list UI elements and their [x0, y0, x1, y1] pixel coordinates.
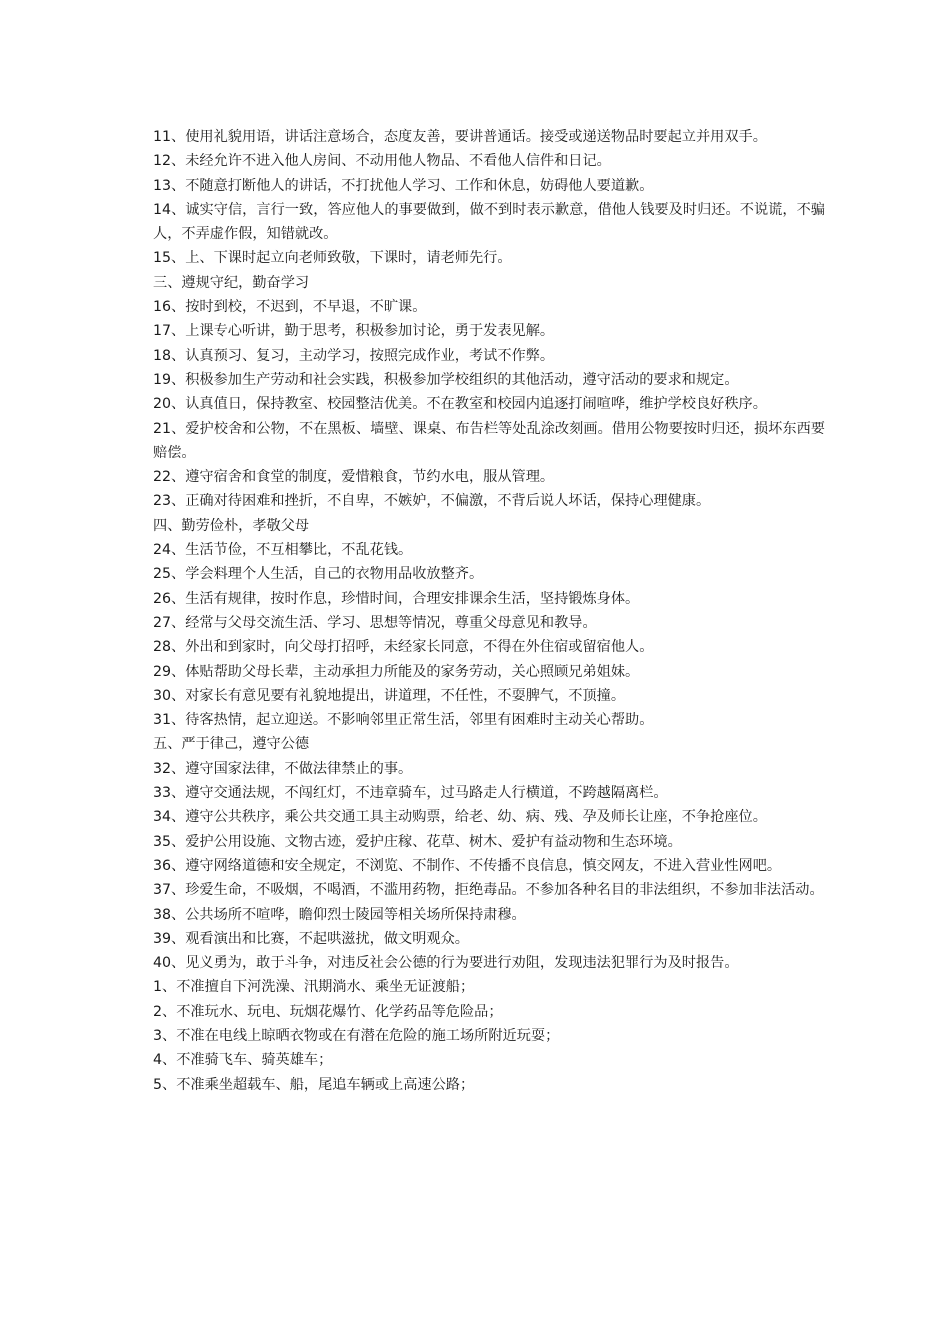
paragraph-line: 25、学会料理个人生活，自己的衣物用品收放整齐。 [153, 566, 484, 583]
paragraph-line: 20、认真值日，保持教室、校园整洁优美。不在教室和校园内追逐打闹喧哗，维护学校良好秩序。 [153, 396, 767, 413]
paragraph-line: 23、正确对待困难和挫折，不自卑，不嫉妒，不偏激，不背后说人坏话，保持心理健康。 [153, 493, 711, 510]
paragraph-line: 2、不准玩水、玩电、玩烟花爆竹、化学药品等危险品； [153, 1003, 503, 1020]
paragraph-line: 33、遵守交通法规，不闯红灯，不违章骑车，过马路走人行横道，不跨越隔离栏。 [153, 785, 668, 802]
paragraph-line: 35、爱护公用设施、文物古迹，爱护庄稼、花草、树木、爱护有益动物和生态环境。 [153, 833, 682, 850]
paragraph-line: 27、经常与父母交流生活、学习、思想等情况，尊重父母意见和教导。 [153, 614, 597, 631]
paragraph-line: 22、遵守宿舍和食堂的制度，爱惜粮食，节约水电，服从管理。 [153, 469, 555, 486]
paragraph-line: 21、爱护校舍和公物，不在黑板、墙壁、课桌、布告栏等处乱涂改刻画。借用公物要按时归还，损坏东西要赔偿。 [153, 420, 825, 461]
paragraph-line: 26、生活有规律，按时作息，珍惜时间，合理安排课余生活，坚持锻炼身体。 [153, 590, 640, 607]
paragraph-line: 28、外出和到家时，向父母打招呼，未经家长同意，不得在外住宿或留宿他人。 [153, 639, 654, 656]
paragraph-line: 38、公共场所不喧哗，瞻仰烈士陵园等相关场所保持肃穆。 [153, 906, 526, 923]
paragraph-line: 14、诚实守信，言行一致，答应他人的事要做到，做不到时表示歉意，借他人钱要及时归还。不说谎，不骗人，不弄虚作假，知错就改。 [153, 201, 825, 243]
paragraph-line: 四、勤劳俭朴，孝敬父母 [153, 517, 310, 534]
paragraph-line: 32、遵守国家法律，不做法律禁止的事。 [153, 760, 413, 777]
paragraph-line: 30、对家长有意见要有礼貌地提出，讲道理，不任性，不耍脾气，不顶撞。 [153, 687, 626, 704]
paragraph-line: 1、不准擅自下河洗澡、汛期淌水、乘坐无证渡船； [153, 979, 475, 996]
paragraph-line: 12、未经允许不进入他人房间、不动用他人物品、不看他人信件和日记。 [153, 153, 611, 170]
paragraph-line: 4、不准骑飞车、骑英雄车； [153, 1052, 333, 1069]
paragraph-line: 29、体贴帮助父母长辈，主动承担力所能及的家务劳动，关心照顾兄弟姐妹。 [153, 663, 640, 680]
paragraph-line: 16、按时到校，不迟到，不早退，不旷课。 [153, 299, 427, 316]
document-body [145, 125, 825, 1097]
paragraph-line: 31、待客热情，起立迎送。不影响邻里正常生活，邻里有困难时主动关心帮助。 [153, 712, 654, 729]
paragraph-line: 36、遵守网络道德和安全规定，不浏览、不制作、不传播不良信息，慎交网友，不进入营业性网吧。 [153, 857, 782, 874]
paragraph-line: 19、积极参加生产劳动和社会实践，积极参加学校组织的其他活动，遵守活动的要求和规定。 [153, 371, 739, 388]
paragraph-line: 24、生活节俭，不互相攀比，不乱花钱。 [153, 542, 413, 559]
paragraph-line: 五、严于律己，遵守公德 [153, 736, 310, 753]
paragraph-line: 39、观看演出和比赛，不起哄滋扰，做文明观众。 [153, 930, 469, 947]
paragraph-line: 13、不随意打断他人的讲话，不打扰他人学习、工作和休息，妨碍他人要道歉。 [153, 177, 654, 194]
paragraph-line: 11、使用礼貌用语，讲话注意场合，态度友善，要讲普通话。接受或递送物品时要起立并用双手。 [153, 129, 767, 145]
paragraph-line: 15、上、下课时起立向老师致敬，下课时，请老师先行。 [153, 250, 512, 267]
paragraph-line: 3、不准在电线上晾晒衣物或在有潜在危险的施工场所附近玩耍； [153, 1027, 560, 1044]
paragraph-line: 5、不准乘坐超载车、船，尾追车辆或上高速公路； [153, 1076, 475, 1093]
paragraph-line: 17、上课专心听讲，勤于思考，积极参加讨论，勇于发表见解。 [153, 323, 555, 340]
paragraph-line: 18、认真预习、复习，主动学习，按照完成作业，考试不作弊。 [153, 347, 555, 364]
paragraph-line: 40、见义勇为，敢于斗争，对违反社会公德的行为要进行劝阻，发现违法犯罪行为及时报告。 [153, 955, 739, 972]
paragraph-line: 37、珍爱生命，不吸烟，不喝酒，不滥用药物，拒绝毒品。不参加各种名目的非法组织，不参加非法活动。 [153, 882, 824, 899]
paragraph-line: 34、遵守公共秩序，乘公共交通工具主动购票，给老、幼、病、残、孕及师长让座，不争抢座位。 [153, 809, 767, 826]
paragraph-line: 三、遵规守纪，勤奋学习 [153, 274, 310, 291]
